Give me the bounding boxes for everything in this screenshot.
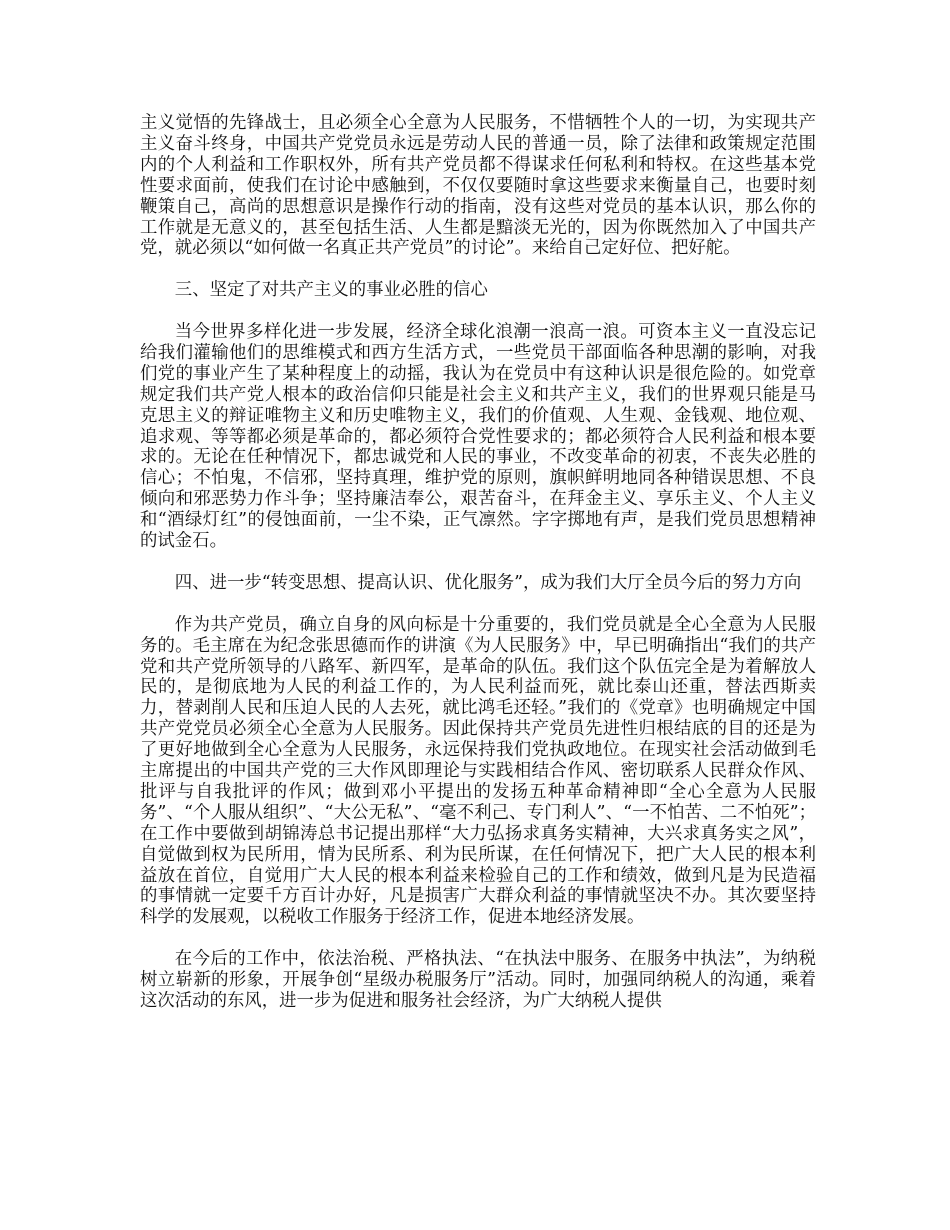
section-heading-four: 四、进一步“转变思想、提高认识、优化服务”，成为我们大厅全员今后的努力方向 xyxy=(174,572,802,593)
paragraph-body: 当今世界多样化进一步发展，经济全球化浪潮一浪高一浪。可资本主义一直没忘记给我们灌输他们的思维模式和西方生活方式，一些党员干部面临各种思潮的影响，对我们党的事业产生了某种程度上的动摇，我认为在党员中有这种认识是很危险的。如党章规定我们共产党人根本的政治信仰只能是社会主义和共产主义，我们的世界观只能是马克思主义的辩证唯物主义和历史唯物主义，我们的价值观、人生观、金钱观、地位观、追求观、等等都必须是革命的，都必须符合党性要求的；都必须符合人民利益和根本要求的。无论在任种情况下，都忠诚党和人民的事业，不改变革命的初衷，不丧失必胜的信心；不怕鬼，不信邪，坚持真理，维护党的原则，旗帜鲜明地同各种错误思想、不良倾向和邪恶势力作斗争；坚持廉洁奉公，艰苦奋斗，在拜金主义、享乐主义、个人主义和“酒绿灯红”的侵蚀面前，一尘不染，正气凛然。字字掷地有声，是我们党员思想精神的试金石。 xyxy=(140,322,816,552)
paragraph-body: 在今后的工作中，依法治税、严格执法、“在执法中服务、在服务中执法”，为纳税树立崭新的形象，开展争创“星级办税服务厅”活动。同时，加强同纳税人的沟通，乘着这次活动的东风，进一步为促进和服务社会经济，为广大纳税人提供 xyxy=(140,949,816,1011)
document-page xyxy=(140,113,816,1033)
paragraph-continuation: 主义觉悟的先锋战士，且必须全心全意为人民服务，不惜牺牲个人的一切，为实现共产主义奋斗终身，中国共产党党员永远是劳动人民的普通一员，除了法律和政策规定范围内的个人利益和工作职权外，所有共产党员都不得谋求任何私利和特权。在这些基本党性要求面前，使我们在讨论中感触到，不仅仅要随时拿这些要求来衡量自己，也要时刻鞭策自己，高尚的思想意识是操作行动的指南，没有这些对党员的基本认识，那么你的工作就是无意义的，甚至包括生活、人生都是黯淡无光的，因为你既然加入了中国共产党，就必须以“如何做一名真正共产党员”的讨论”。来给自己定好位、把好舵。 xyxy=(140,113,816,259)
paragraph-body: 作为共产党员，确立自身的风向标是十分重要的，我们党员就是全心全意为人民服务的。毛主席在为纪念张思德而作的讲演《为人民服务》中，早已明确指出“我们的共产党和共产党所领导的八路军、新四军，是革命的队伍。我们这个队伍完全是为着解放人民的，是彻底地为人民的利益工作的，为人民利益而死，就比泰山还重，替法西斯卖力，替剥削人民和压迫人民的人去死，就比鸿毛还轻。”我们的《党章》也明确规定中国共产党党员必须全心全意为人民服务。因此保持共产党员先进性归根结底的目的还是为了更好地做到全心全意为人民服务，永远保持我们党执政地位。在现实社会活动做到毛主席提出的中国共产党的三大作风即理论与实践相结合作风、密切联系人民群众作风、批评与自我批评的作风；做到邓小平提出的发扬五种革命精神即“全心全意为人民服务”、“个人服从组织”、“大公无私”、“毫不利己、专门利人”、“一不怕苦、二不怕死”；在工作中要做到胡锦涛总书记提出那样“大力弘扬求真务实精神，大兴求真务实之风”，自觉做到权为民所用，情为民所系、利为民所谋，在任何情况下，把广大人民的根本利益放在首位，自觉用广大人民的根本利益来检验自己的工作和绩效，做到凡是为民造福的事情就一定要千方百计办好，凡是损害广大群众利益的事情就坚决不办。其次要坚持科学的发展观，以税收工作服务于经济工作，促进本地经济发展。 xyxy=(140,614,816,928)
section-heading-three: 三、坚定了对共产主义的事业必胜的信心 xyxy=(174,280,488,301)
